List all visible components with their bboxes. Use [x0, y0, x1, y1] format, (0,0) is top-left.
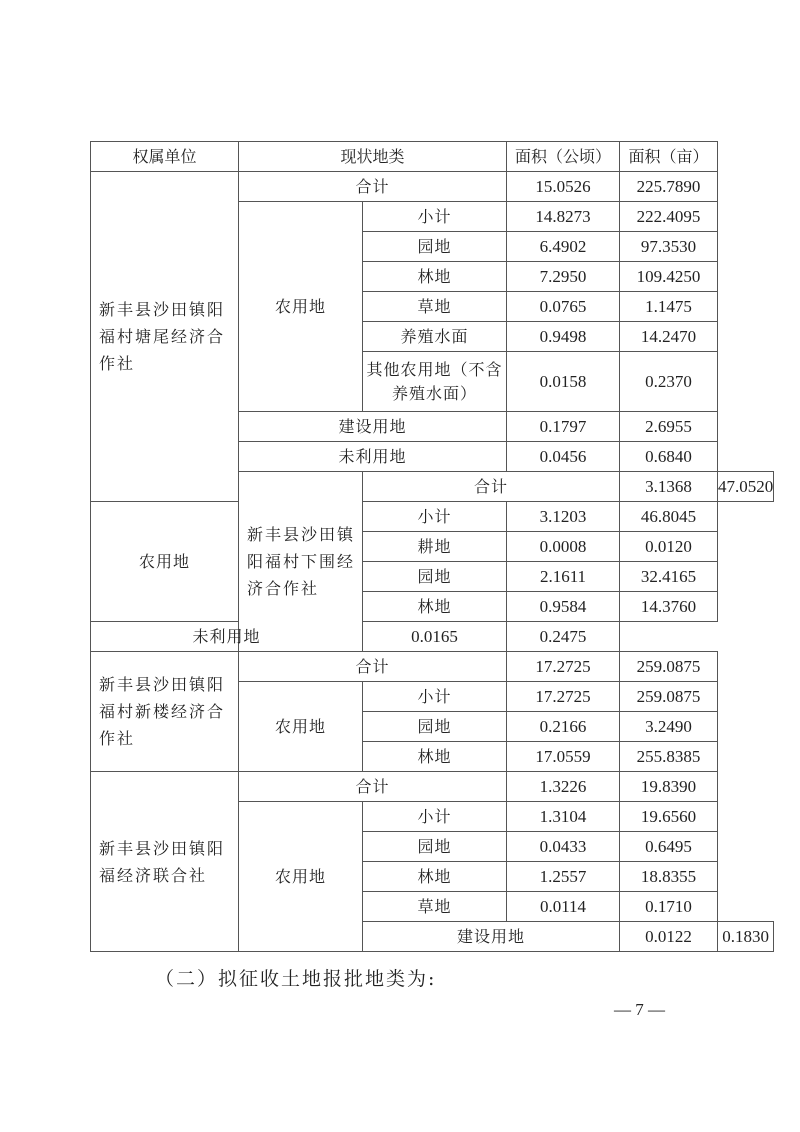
land-classification-table — [90, 141, 774, 952]
agri-label: 农用地 — [239, 202, 363, 412]
subtype-label: 小计 — [363, 502, 507, 532]
owner-cell: 新丰县沙田镇阳福村下围经济合作社 — [239, 472, 363, 652]
total-label: 合计 — [363, 472, 620, 502]
type-label: 建设用地 — [239, 412, 507, 442]
area-mu: 3.2490 — [620, 712, 718, 742]
area-mu: 0.6840 — [620, 442, 718, 472]
area-mu: 0.0120 — [620, 532, 718, 562]
area-mu: 97.3530 — [620, 232, 718, 262]
area-mu: 2.6955 — [620, 412, 718, 442]
area-ha: 3.1203 — [507, 502, 620, 532]
agri-label: 农用地 — [239, 802, 363, 952]
type-label: 未利用地 — [91, 622, 363, 652]
subtype-label: 园地 — [363, 232, 507, 262]
area-mu: 0.1830 — [718, 922, 774, 952]
subtype-label: 林地 — [363, 592, 507, 622]
area-ha: 1.3226 — [507, 772, 620, 802]
area-mu: 225.7890 — [620, 172, 718, 202]
area-ha: 0.2166 — [507, 712, 620, 742]
subtype-label: 草地 — [363, 292, 507, 322]
area-mu: 0.2370 — [620, 352, 718, 412]
subtype-label: 小计 — [363, 202, 507, 232]
subtype-label: 园地 — [363, 712, 507, 742]
total-label: 合计 — [239, 772, 507, 802]
area-ha: 0.0114 — [507, 892, 620, 922]
area-mu: 14.2470 — [620, 322, 718, 352]
area-ha: 0.0433 — [507, 832, 620, 862]
header-owner: 权属单位 — [91, 142, 239, 172]
subtype-label: 林地 — [363, 262, 507, 292]
area-ha: 0.9584 — [507, 592, 620, 622]
area-ha: 17.0559 — [507, 742, 620, 772]
area-ha: 0.9498 — [507, 322, 620, 352]
area-mu: 109.4250 — [620, 262, 718, 292]
area-mu: 18.8355 — [620, 862, 718, 892]
agri-label: 农用地 — [91, 502, 239, 622]
subtype-label: 其他农用地（不含养殖水面） — [363, 352, 507, 412]
area-ha: 7.2950 — [507, 262, 620, 292]
area-mu: 0.1710 — [620, 892, 718, 922]
area-ha: 17.2725 — [507, 652, 620, 682]
area-mu: 222.4095 — [620, 202, 718, 232]
owner-cell: 新丰县沙田镇阳福村新楼经济合作社 — [91, 652, 239, 772]
section-paragraph: （二）拟征收土地报批地类为: — [155, 968, 437, 990]
area-mu: 19.8390 — [620, 772, 718, 802]
subtype-label: 小计 — [363, 682, 507, 712]
area-ha: 6.4902 — [507, 232, 620, 262]
area-ha: 0.0008 — [507, 532, 620, 562]
type-label: 未利用地 — [239, 442, 507, 472]
area-ha: 0.1797 — [507, 412, 620, 442]
area-mu: 14.3760 — [620, 592, 718, 622]
table-row — [91, 652, 774, 682]
header-land-type: 现状地类 — [239, 142, 507, 172]
area-ha: 14.8273 — [507, 202, 620, 232]
table-row — [91, 772, 774, 802]
area-ha: 1.2557 — [507, 862, 620, 892]
subtype-label: 园地 — [363, 832, 507, 862]
area-ha: 0.0122 — [620, 922, 718, 952]
area-ha: 15.0526 — [507, 172, 620, 202]
area-mu: 47.0520 — [718, 472, 774, 502]
area-mu: 255.8385 — [620, 742, 718, 772]
subtype-label: 园地 — [363, 562, 507, 592]
area-ha: 0.0765 — [507, 292, 620, 322]
area-mu: 259.0875 — [620, 652, 718, 682]
area-mu: 259.0875 — [620, 682, 718, 712]
total-label: 合计 — [239, 172, 507, 202]
header-area-mu: 面积（亩） — [620, 142, 718, 172]
subtype-label: 林地 — [363, 862, 507, 892]
subtype-label: 草地 — [363, 892, 507, 922]
type-label: 建设用地 — [363, 922, 620, 952]
subtype-label: 耕地 — [363, 532, 507, 562]
subtype-label: 林地 — [363, 742, 507, 772]
area-mu: 0.6495 — [620, 832, 718, 862]
area-ha: 17.2725 — [507, 682, 620, 712]
area-mu: 19.6560 — [620, 802, 718, 832]
subtype-label: 养殖水面 — [363, 322, 507, 352]
table-row — [91, 172, 774, 202]
area-mu: 32.4165 — [620, 562, 718, 592]
area-ha: 3.1368 — [620, 472, 718, 502]
area-ha: 0.0165 — [363, 622, 507, 652]
table-header-row — [91, 142, 774, 172]
table-row — [91, 502, 774, 532]
owner-cell: 新丰县沙田镇阳福经济联合社 — [91, 772, 239, 952]
area-ha: 2.1611 — [507, 562, 620, 592]
subtype-label: 小计 — [363, 802, 507, 832]
page-number: — 7 — — [614, 1000, 665, 1019]
area-mu: 46.8045 — [620, 502, 718, 532]
area-ha: 0.0158 — [507, 352, 620, 412]
total-label: 合计 — [239, 652, 507, 682]
owner-cell: 新丰县沙田镇阳福村塘尾经济合作社 — [91, 172, 239, 502]
table-row — [91, 622, 774, 652]
area-ha: 0.0456 — [507, 442, 620, 472]
area-ha: 1.3104 — [507, 802, 620, 832]
agri-label: 农用地 — [239, 682, 363, 772]
header-area-ha: 面积（公顷） — [507, 142, 620, 172]
area-mu: 1.1475 — [620, 292, 718, 322]
area-mu: 0.2475 — [507, 622, 620, 652]
